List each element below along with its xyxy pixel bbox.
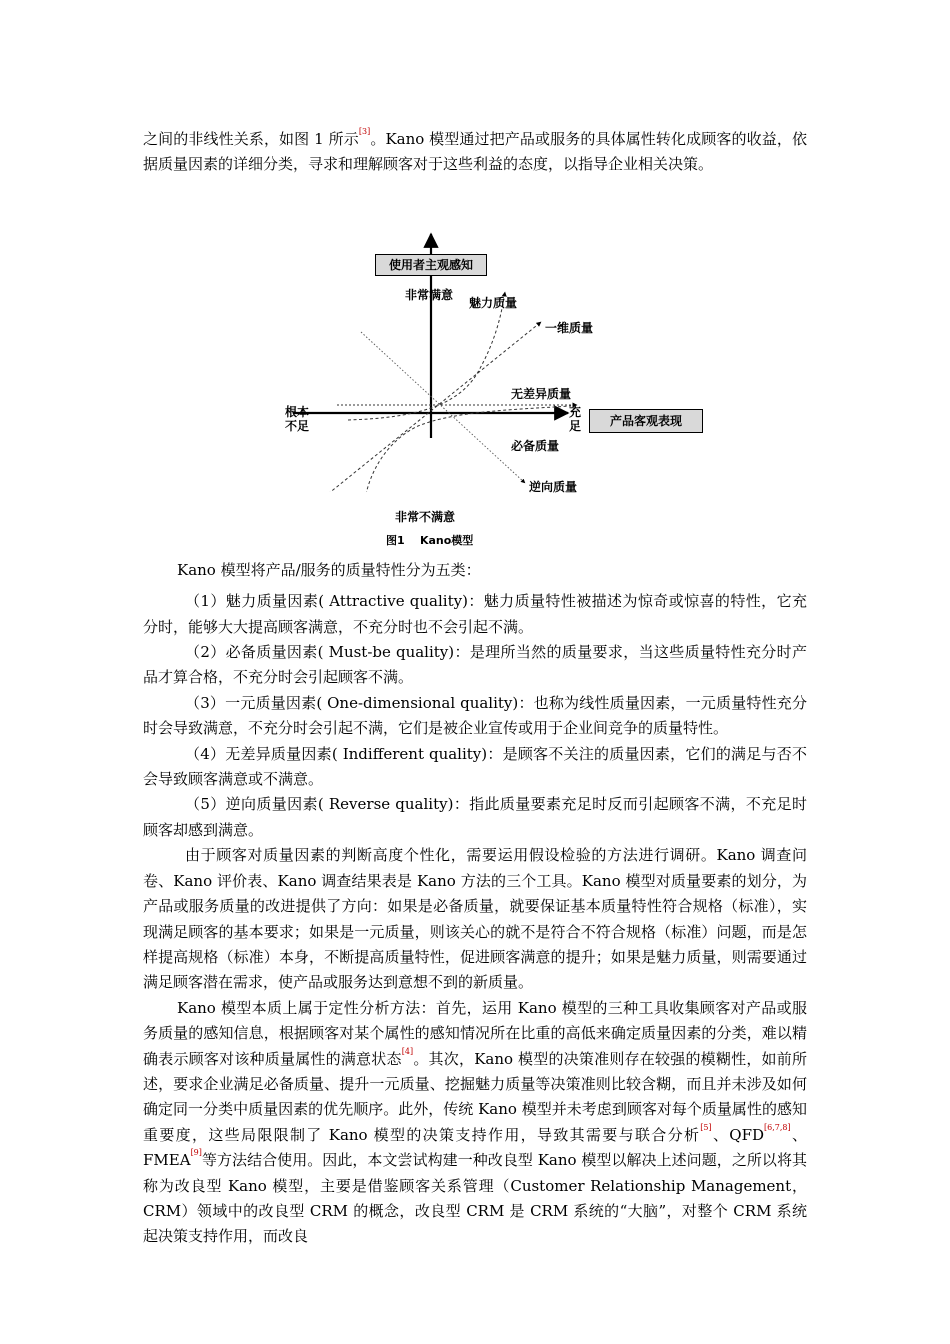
- category-reverse: （5）逆向质量因素( Reverse quality)：指此质量要素充足时反而引起顾客不满，不充足时顾客却感到满意。: [143, 795, 807, 839]
- category-list: [143, 589, 807, 843]
- citation-9[interactable]: [9]: [190, 1148, 202, 1158]
- bottom-label: 非常不满意: [395, 509, 456, 524]
- one-dimensional-label: 一维质量: [545, 320, 594, 335]
- intro-text: 之间的非线性关系，如图 1 所示: [143, 130, 359, 148]
- must-be-label: 必备质量: [511, 438, 560, 453]
- reverse-label: 逆向质量: [529, 479, 578, 494]
- figure-caption: 图1 Kano模型: [386, 533, 474, 547]
- limitations-text-3: 、QFD: [711, 1125, 765, 1144]
- citation-5[interactable]: [5]: [700, 1122, 712, 1132]
- attractive-label: 魅力质量: [469, 295, 518, 310]
- category-indifferent: （4）无差异质量因素( Indifferent quality)：是顾客不关注的质量因素，它们的满足与否不会导致顾客满意或不满意。: [143, 744, 807, 789]
- y-axis-title-box: [375, 254, 487, 276]
- category-attractive: （1）魅力质量因素( Attractive quality)：魅力质量特性被描述为惊奇或惊喜的特性，它充分时，能够大大提高顾客满意，不充分时也不会引起不满。: [143, 592, 807, 636]
- one-dimensional-line: [328, 322, 541, 492]
- citation-6-8[interactable]: [6,7,8]: [764, 1122, 791, 1132]
- indifferent-label: 无差异质量: [511, 386, 572, 401]
- limitations-paragraph: [143, 996, 807, 1250]
- category-must-be: （2）必备质量因素( Must-be quality)：是理所当然的质量要求，当这些质量特性充分时产品才算合格，不充分时会引起顾客不满。: [143, 643, 807, 687]
- kano-figure: [143, 182, 807, 547]
- top-label: 非常满意: [405, 287, 454, 302]
- x-axis-title: 产品客观表现: [609, 413, 682, 428]
- citation-4[interactable]: [4]: [401, 1046, 414, 1056]
- tools-paragraph: 由于顾客对质量因素的判断高度个性化，需要运用假设检验的方法进行调研。Kano 调查问卷、Kano 评价表、Kano 调查结果表是 Kano 方法的三个工具。Kano 模型对质量要素的划分，为产品或服务质量的改进提供了方向：如果是必备质量，就要保证基本质量特性符合规格（标准），实现满足顾客的基本要求；如果是一元质量，则该关心的就不是符合不符合规格（标准）问题，而是怎样提高规格（标准）本身，不断提高质量特性，促进顾客满意的提升；如果是魅力质量，则需要通过满足顾客潜在需求，使产品或服务达到意想不到的新质量。: [143, 846, 807, 992]
- attractive-curve: [348, 292, 505, 420]
- limitations-text-2: 。其次，Kano 模型的决策准则存在较强的模糊性，如前所述，要求企业满足必备质量、提升一元质量、挖掘魅力质量等决策准则比较含糊，而且并未涉及如何确定同一分类中质量因素的优先顺序。此外，传统 Kano 模型并未考虑到顾客对每个质量属性的感知重要度，这些局限限制了 Kano 模型的决策支持作用，导致其需要与联合分析: [143, 1049, 807, 1144]
- category-one-dimensional: （3）一元质量因素( One-dimensional quality)：也称为线性质量因素，一元质量特性充分时会导致满意，不充分时会引起不满，它们是被企业宣传或用于企业间竞争的质量特性。: [143, 693, 807, 738]
- y-axis-title: 使用者主观感知: [388, 257, 473, 272]
- kano-diagram: [143, 182, 807, 492]
- limitations-text-1: Kano 模型本质上属于定性分析方法：首先，运用 Kano 模型的三种工具收集顾客对产品或服务质量的感知信息，根据顾客对某个属性的感知情况所在比重的高低来确定质量因素的分类，难以精确表示顾客对该种质量属性的满意状态: [143, 998, 807, 1068]
- lead-paragraph: Kano 模型将产品/服务的质量特性分为五类：: [177, 560, 481, 579]
- right-label-line2: 足: [569, 418, 582, 433]
- left-label-line2: 不足: [285, 418, 310, 433]
- limitations-text-4: 、FMEA: [143, 1125, 807, 1170]
- intro-text-cont: 。Kano 模型通过把产品或服务的具体属性转化成顾客的收益，依据质量因素的详细分类，寻求和理解顾客对于这些利益的态度，以指导企业相关决策。: [143, 130, 807, 174]
- citation-3[interactable]: [3]: [358, 127, 371, 136]
- right-label-line1: 充: [569, 404, 582, 419]
- x-axis-title-box: [589, 409, 703, 433]
- limitations-text-5: 等方法结合使用。因此，本文尝试构建一种改良型 Kano 模型以解决上述问题，之所以将其称为改良型 Kano 模型，主要是借鉴顾客关系管理（Customer Relationship Management，CRM）领域中的改良型 CRM 的概念，改良型 CRM 是 CRM 系统的“大脑”，对整个 CRM 系统起决策支持作用，而改良: [143, 1151, 807, 1246]
- left-label-line1: 根本: [285, 404, 310, 419]
- page-body: [143, 127, 807, 1250]
- intro-paragraph: [143, 127, 807, 178]
